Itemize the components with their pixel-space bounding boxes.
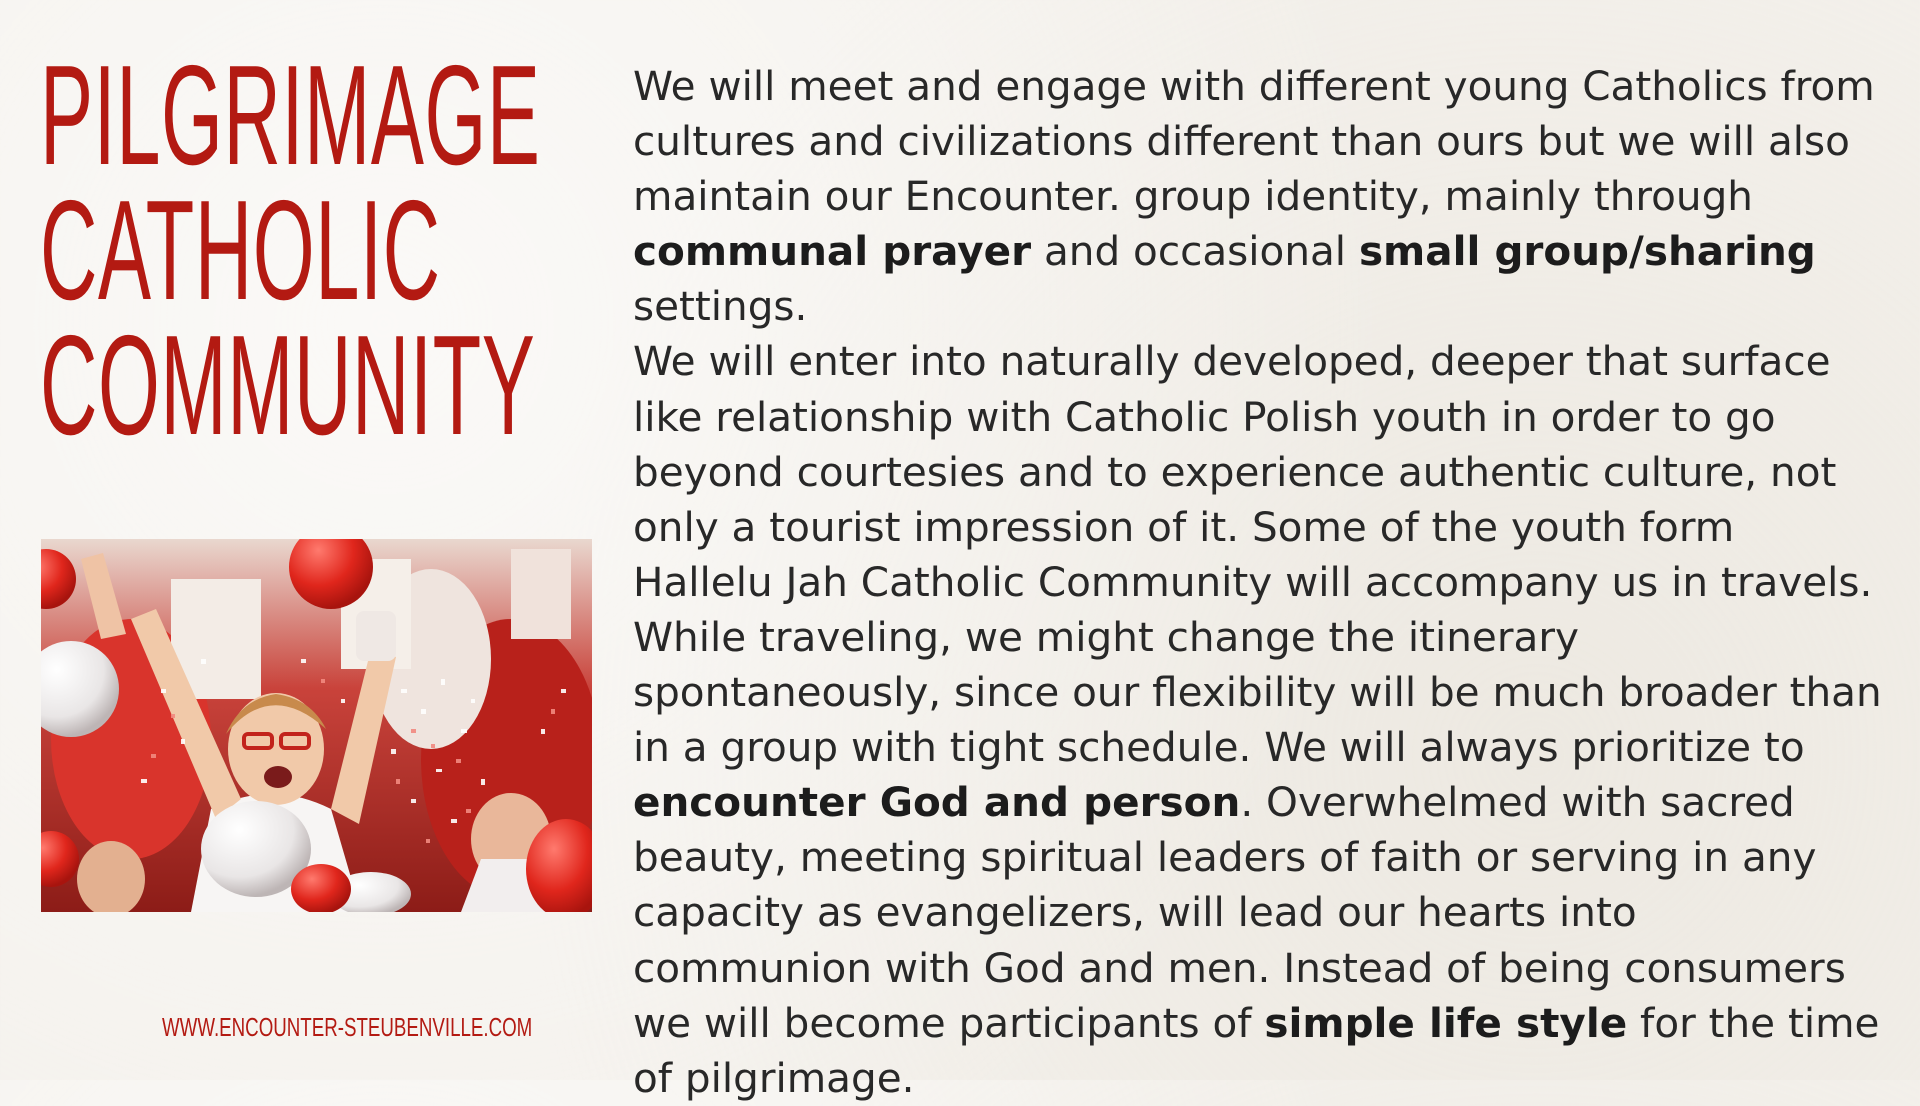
paragraph-1 — [633, 59, 1883, 334]
bold-text-segment: encounter God and person — [633, 778, 1241, 827]
page-title — [40, 36, 600, 465]
bold-text-segment: communal prayer — [633, 227, 1032, 276]
text-segment: While traveling, we might change the itinerary spontaneously, since our flexibility will be much broader than in a group with tight schedule. We will always prioritize to — [633, 612, 1882, 772]
pilgrimage-description — [633, 59, 1883, 1106]
paragraph-3 — [633, 610, 1883, 1106]
title-line-1: PILGRIMAGE — [40, 36, 541, 195]
website-url: WWW.ENCOUNTER-STEUBENVILLE.COM — [162, 1012, 533, 1042]
title-line-3: COMMUNITY — [40, 306, 536, 465]
text-segment: We will meet and engage with different young Catholics from cultures and civilizations different than ours but we will also maintain our Encounter. group identity, mainly through — [633, 62, 1875, 221]
crowd-photo-illustration — [41, 539, 592, 912]
bold-text-segment: small group/sharing — [1358, 227, 1816, 276]
text-segment: settings. — [633, 282, 808, 331]
text-segment: and occasional — [1031, 227, 1359, 276]
title-line-2: CATHOLIC — [40, 171, 441, 330]
text-segment: . Overwhelmed with sacred beauty, meeting spiritual leaders of faith or serving in any capacity as evangelizers, will lead our hearts into communion with God and men. Instead of being consumers we will become participants of — [633, 778, 1846, 1047]
text-segment: We will enter into naturally developed, deeper that surface like relationship with Catholic Polish youth in order to go beyond courtesies and to experience authentic culture, not only a tourist impression of it. Some of the youth form Hallelu Jah Catholic Community will accompany us in travels. — [633, 337, 1873, 606]
paragraph-2 — [633, 334, 1883, 609]
crowd-celebration-photo — [41, 539, 592, 912]
text-segment: for the time of pilgrimage. — [633, 998, 1880, 1102]
bold-text-segment: simple life style — [1264, 998, 1628, 1047]
